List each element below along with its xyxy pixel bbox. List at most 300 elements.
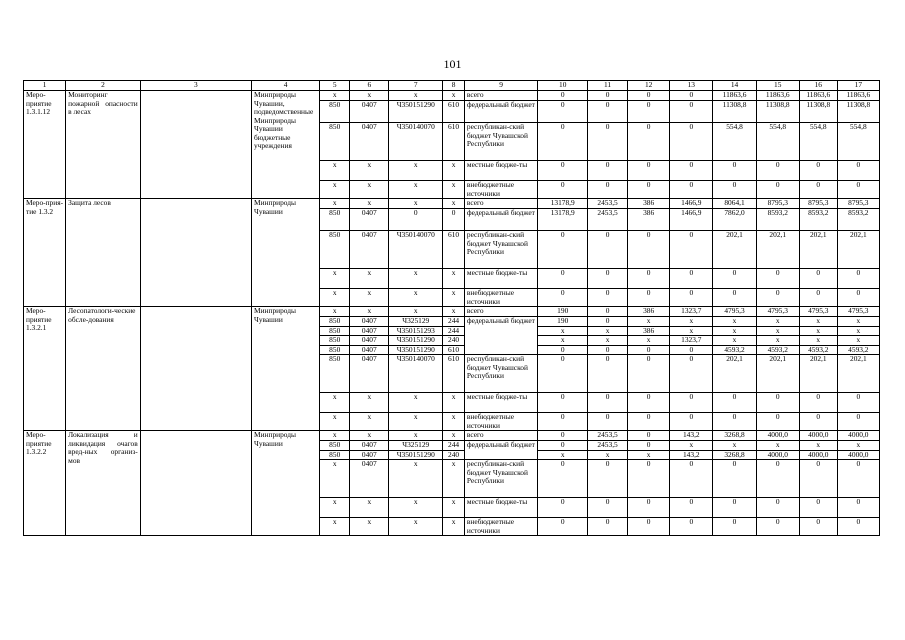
table-cell: 11308,8 xyxy=(837,101,879,123)
funding-source: местные бюдже-ты xyxy=(464,393,537,413)
table-cell: 202,1 xyxy=(713,231,756,269)
table-cell: x xyxy=(443,413,465,431)
table-cell: x xyxy=(756,336,799,346)
table-cell: 0 xyxy=(799,269,837,289)
table-cell: 11863,6 xyxy=(756,91,799,101)
table-cell: 8795,3 xyxy=(756,199,799,209)
section-col1: Меро-прия-тие 1.3.2 xyxy=(24,199,66,307)
table-cell: 0 xyxy=(713,269,756,289)
table-cell: 0 xyxy=(628,498,670,518)
table-cell: x xyxy=(350,413,389,431)
table-cell: 554,8 xyxy=(756,123,799,161)
table-cell: Ч325129 xyxy=(389,317,443,327)
table-cell: 0 xyxy=(628,355,670,393)
table-cell: 8064,1 xyxy=(713,199,756,209)
table-cell: x xyxy=(320,518,350,536)
table-cell: x xyxy=(350,518,389,536)
funding-source: республикан-ский бюджет Чувашской Республики xyxy=(464,355,537,393)
table-cell: x xyxy=(799,326,837,336)
table-cell: 4593,2 xyxy=(837,345,879,355)
funding-source: федеральный бюджет xyxy=(464,441,537,460)
table-cell: 1466,9 xyxy=(670,209,713,231)
table-cell: 0 xyxy=(756,289,799,307)
table-cell: x xyxy=(350,307,389,317)
funding-source: республикан-ский бюджет Чувашской Республики xyxy=(464,460,537,498)
table-cell: x xyxy=(320,498,350,518)
section-col1: Меро-приятие 1.3.2.2 xyxy=(24,431,66,536)
table-cell: 0 xyxy=(628,413,670,431)
column-header: 3 xyxy=(140,81,251,91)
table-cell: x xyxy=(588,326,628,336)
table-cell: x xyxy=(443,161,465,181)
column-header: 14 xyxy=(713,81,756,91)
table-cell: 0 xyxy=(588,91,628,101)
page-number: 101 xyxy=(443,57,462,71)
section-col2: Лесопатологи-ческие обсле-дования xyxy=(66,307,141,431)
table-cell: 554,8 xyxy=(799,123,837,161)
table-cell: 0407 xyxy=(350,209,389,231)
table-cell: x xyxy=(799,441,837,451)
table-cell: 850 xyxy=(320,317,350,327)
table-cell: x xyxy=(443,181,465,199)
table-cell: x xyxy=(350,181,389,199)
table-cell: 0 xyxy=(538,413,588,431)
table-cell: 850 xyxy=(320,441,350,451)
table-cell: 0 xyxy=(588,231,628,269)
table-cell: 8593,2 xyxy=(799,209,837,231)
table-row xyxy=(24,431,880,441)
table-cell: 11308,8 xyxy=(713,101,756,123)
table-cell: x xyxy=(350,161,389,181)
table-cell: x xyxy=(320,413,350,431)
table-cell: 554,8 xyxy=(713,123,756,161)
table-cell: x xyxy=(443,289,465,307)
table-cell: 240 xyxy=(443,450,465,460)
table-cell: 0 xyxy=(670,460,713,498)
column-header: 16 xyxy=(799,81,837,91)
table-cell: 0 xyxy=(538,269,588,289)
table-cell: 0 xyxy=(756,269,799,289)
table-cell: 2453,5 xyxy=(588,199,628,209)
table-cell: 7862,0 xyxy=(713,209,756,231)
table-cell: Ч350140070 xyxy=(389,355,443,393)
table-cell: 0 xyxy=(628,431,670,441)
funding-source: федеральный бюджет xyxy=(464,101,537,123)
table-cell: 0 xyxy=(799,413,837,431)
section-col4: Минприроды Чувашии, подведомственные Минприроды Чувашии бюджетные учреждения xyxy=(252,91,320,199)
table-cell: 0 xyxy=(538,181,588,199)
table-cell: x xyxy=(538,336,588,346)
table-cell: 0 xyxy=(588,289,628,307)
table-cell: x xyxy=(320,181,350,199)
funding-source: всего xyxy=(464,91,537,101)
table-cell: 0 xyxy=(837,393,879,413)
table-cell: 610 xyxy=(443,355,465,393)
funding-source: всего xyxy=(464,199,537,209)
table-cell: 0 xyxy=(588,413,628,431)
table-cell: 0 xyxy=(538,289,588,307)
table-cell: x xyxy=(320,289,350,307)
column-header: 11 xyxy=(588,81,628,91)
table-row xyxy=(24,199,880,209)
table-cell: 3268,8 xyxy=(713,450,756,460)
table-cell: 0 xyxy=(713,161,756,181)
table-cell: x xyxy=(628,317,670,327)
table-cell: 850 xyxy=(320,355,350,393)
table-cell: 4795,3 xyxy=(799,307,837,317)
table-cell: Ч350151290 xyxy=(389,345,443,355)
table-cell: 0 xyxy=(628,123,670,161)
table-cell: 0 xyxy=(538,231,588,269)
table-cell: 244 xyxy=(443,326,465,336)
table-cell: 0 xyxy=(588,123,628,161)
table-cell: x xyxy=(389,289,443,307)
table-cell: 0 xyxy=(538,393,588,413)
table-cell: x xyxy=(350,393,389,413)
table-cell: x xyxy=(389,518,443,536)
table-cell: 0 xyxy=(588,269,628,289)
table-cell: 4795,3 xyxy=(713,307,756,317)
table-cell: 850 xyxy=(320,209,350,231)
table-cell: 8795,3 xyxy=(837,199,879,209)
table-row xyxy=(24,307,880,317)
table-cell: x xyxy=(443,460,465,498)
table-cell: x xyxy=(389,269,443,289)
table-cell: x xyxy=(837,326,879,336)
section-col2: Защита лесов xyxy=(66,199,141,307)
table-cell: x xyxy=(713,326,756,336)
table-cell: 0 xyxy=(799,393,837,413)
table-cell: 13178,9 xyxy=(538,209,588,231)
table-cell: x xyxy=(389,181,443,199)
table-cell: 0 xyxy=(588,307,628,317)
table-cell: Ч350151290 xyxy=(389,450,443,460)
table-cell: 0 xyxy=(713,498,756,518)
table-cell: 386 xyxy=(628,326,670,336)
table-cell: 0 xyxy=(713,181,756,199)
table-cell: 0 xyxy=(538,460,588,498)
table-cell: 0 xyxy=(588,345,628,355)
section-col3 xyxy=(140,307,251,431)
table-cell: 0407 xyxy=(350,336,389,346)
column-header: 2 xyxy=(66,81,141,91)
table-cell: 850 xyxy=(320,231,350,269)
table-cell: 0407 xyxy=(350,317,389,327)
funding-source: всего xyxy=(464,307,537,317)
table-cell: 4000,0 xyxy=(799,450,837,460)
table-cell: x xyxy=(756,326,799,336)
table-cell: Ч325129 xyxy=(389,441,443,451)
table-cell: 0 xyxy=(538,101,588,123)
table-cell: x xyxy=(350,498,389,518)
table-cell: 0 xyxy=(538,498,588,518)
table-cell: 202,1 xyxy=(713,355,756,393)
section-col3 xyxy=(140,199,251,307)
table-cell: x xyxy=(320,91,350,101)
section-col2: Локализация и ликвидация очагов вред-ных организ-мов xyxy=(66,431,141,536)
table-cell: 0 xyxy=(756,498,799,518)
table-cell: 0 xyxy=(389,209,443,231)
table-cell: 0 xyxy=(799,498,837,518)
section-col1: Меро-приятие 1.3.1.12 xyxy=(24,91,66,199)
table-cell: x xyxy=(443,91,465,101)
table-cell: 0 xyxy=(628,91,670,101)
table-cell: 0 xyxy=(538,161,588,181)
table-cell: 143,2 xyxy=(670,450,713,460)
table-cell: x xyxy=(713,336,756,346)
table-cell: x xyxy=(350,431,389,441)
table-cell: x xyxy=(320,307,350,317)
table-cell: 0 xyxy=(837,518,879,536)
table-cell: 0 xyxy=(799,161,837,181)
table-cell: x xyxy=(799,317,837,327)
column-header: 5 xyxy=(320,81,350,91)
table-cell: 0407 xyxy=(350,101,389,123)
funding-source: внебюджетные источники xyxy=(464,413,537,431)
table-cell: 0 xyxy=(713,393,756,413)
table-cell: x xyxy=(443,307,465,317)
table-cell: 143,2 xyxy=(670,431,713,441)
section-col4: Минприроды Чувашии xyxy=(252,199,320,307)
table-cell: Ч350151290 xyxy=(389,336,443,346)
table-cell: 0 xyxy=(628,181,670,199)
column-header: 13 xyxy=(670,81,713,91)
funding-source: внебюджетные источники xyxy=(464,181,537,199)
table-cell: x xyxy=(350,269,389,289)
table-cell: 386 xyxy=(628,199,670,209)
table-cell: x xyxy=(756,317,799,327)
table-cell: 0 xyxy=(538,441,588,451)
table-cell: 0 xyxy=(670,91,713,101)
column-header: 17 xyxy=(837,81,879,91)
table-cell: x xyxy=(713,317,756,327)
table-cell: 0 xyxy=(670,181,713,199)
table-cell: x xyxy=(443,199,465,209)
funding-source: внебюджетные источники xyxy=(464,518,537,536)
table-cell: 386 xyxy=(628,307,670,317)
section-col1: Меро-приятие 1.3.2.1 xyxy=(24,307,66,431)
column-header: 12 xyxy=(628,81,670,91)
table-cell: 0 xyxy=(837,413,879,431)
table-cell: 0 xyxy=(538,91,588,101)
table-cell: 0 xyxy=(756,413,799,431)
table-cell: 0 xyxy=(588,355,628,393)
table-cell: 0 xyxy=(670,101,713,123)
table-cell: 610 xyxy=(443,101,465,123)
table-cell: 0 xyxy=(837,289,879,307)
table-cell: 850 xyxy=(320,123,350,161)
table-cell: Ч350151293 xyxy=(389,326,443,336)
table-cell: x xyxy=(389,161,443,181)
table-cell: 0 xyxy=(799,289,837,307)
section-col3 xyxy=(140,431,251,536)
table-cell: 0 xyxy=(588,460,628,498)
table-cell: x xyxy=(588,450,628,460)
table-cell: 11863,6 xyxy=(837,91,879,101)
table-cell: 0 xyxy=(799,460,837,498)
table-cell: 4795,3 xyxy=(756,307,799,317)
table-cell: 610 xyxy=(443,123,465,161)
table-cell: 0 xyxy=(713,518,756,536)
table-cell: x xyxy=(713,441,756,451)
table-cell: 0407 xyxy=(350,345,389,355)
table-cell: Ч350140070 xyxy=(389,123,443,161)
table-cell: 1466,9 xyxy=(670,199,713,209)
table-cell: 610 xyxy=(443,345,465,355)
table-cell: x xyxy=(389,413,443,431)
table-cell: 190 xyxy=(538,317,588,327)
table-cell: x xyxy=(443,393,465,413)
table-cell: 0 xyxy=(628,269,670,289)
table-cell: 0407 xyxy=(350,355,389,393)
table-cell: 0 xyxy=(628,101,670,123)
table-cell: x xyxy=(389,91,443,101)
table-cell: 0 xyxy=(670,269,713,289)
table-cell: x xyxy=(538,450,588,460)
table-cell: x xyxy=(389,460,443,498)
table-cell: x xyxy=(320,199,350,209)
table-cell: x xyxy=(350,199,389,209)
table-cell: 202,1 xyxy=(799,231,837,269)
funding-source: республикан-ский бюджет Чувашской Республики xyxy=(464,231,537,269)
table-cell: x xyxy=(389,307,443,317)
table-cell: 0 xyxy=(837,498,879,518)
section-col4: Минприроды Чувашии xyxy=(252,307,320,431)
table-cell: 0 xyxy=(588,393,628,413)
table-cell: 0407 xyxy=(350,441,389,451)
table-cell: 850 xyxy=(320,450,350,460)
column-header: 6 xyxy=(350,81,389,91)
table-cell: 554,8 xyxy=(837,123,879,161)
funding-source: федеральный бюджет xyxy=(464,209,537,231)
table-cell: 202,1 xyxy=(756,231,799,269)
table-cell: 1323,7 xyxy=(670,307,713,317)
table-cell: 850 xyxy=(320,345,350,355)
table-cell: 0 xyxy=(628,460,670,498)
table-cell: 0 xyxy=(588,181,628,199)
table-cell: x xyxy=(538,326,588,336)
table-cell: 850 xyxy=(320,326,350,336)
funding-source: федеральный бюджет xyxy=(464,317,537,355)
funding-source: местные бюдже-ты xyxy=(464,161,537,181)
table-cell: 0 xyxy=(799,518,837,536)
table-cell: 0 xyxy=(538,518,588,536)
table-cell: 0 xyxy=(713,289,756,307)
table-cell: 0 xyxy=(588,101,628,123)
column-header: 9 xyxy=(464,81,537,91)
table-cell: 1323,7 xyxy=(670,336,713,346)
table-cell: 0 xyxy=(713,460,756,498)
table-cell: Ч350151290 xyxy=(389,101,443,123)
funding-source: внебюджетные источники xyxy=(464,289,537,307)
section-col2: Мониторинг пожарной опасности в лесах xyxy=(66,91,141,199)
table-cell: 0 xyxy=(670,289,713,307)
funding-source: местные бюдже-ты xyxy=(464,269,537,289)
table-cell: 0 xyxy=(837,460,879,498)
table-cell: 0 xyxy=(538,355,588,393)
table-cell: x xyxy=(389,431,443,441)
table-cell: 0 xyxy=(628,441,670,451)
table-cell: x xyxy=(837,317,879,327)
table-cell: 4795,3 xyxy=(837,307,879,317)
table-cell: 850 xyxy=(320,336,350,346)
table-cell: 0 xyxy=(628,161,670,181)
table-cell: 0 xyxy=(443,209,465,231)
table-cell: 0 xyxy=(588,317,628,327)
table-cell: 11863,6 xyxy=(713,91,756,101)
table-cell: x xyxy=(320,460,350,498)
table-cell: 0 xyxy=(756,161,799,181)
table-cell: 4000,0 xyxy=(837,450,879,460)
table-cell: 190 xyxy=(538,307,588,317)
section-col3 xyxy=(140,91,251,199)
table-cell: x xyxy=(389,199,443,209)
table-cell: 0 xyxy=(538,431,588,441)
table-cell: 8593,2 xyxy=(837,209,879,231)
table-cell: 0 xyxy=(670,123,713,161)
table-cell: 0 xyxy=(670,345,713,355)
table-cell: 4593,2 xyxy=(713,345,756,355)
table-cell: 2453,5 xyxy=(588,441,628,451)
table-cell: x xyxy=(443,498,465,518)
table-cell: 0407 xyxy=(350,123,389,161)
table-cell: 0 xyxy=(628,289,670,307)
table-cell: 0 xyxy=(628,393,670,413)
table-cell: x xyxy=(837,336,879,346)
table-cell: x xyxy=(670,326,713,336)
table-cell: 4000,0 xyxy=(837,431,879,441)
column-header: 4 xyxy=(252,81,320,91)
funding-source: всего xyxy=(464,431,537,441)
funding-source: местные бюдже-ты xyxy=(464,498,537,518)
section-col4: Минприроды Чувашии xyxy=(252,431,320,536)
table-cell: x xyxy=(320,393,350,413)
table-cell: 4593,2 xyxy=(756,345,799,355)
table-cell: x xyxy=(389,393,443,413)
table-cell: 0 xyxy=(628,345,670,355)
table-cell: 3268,8 xyxy=(713,431,756,441)
table-cell: 0 xyxy=(670,413,713,431)
table-cell: 8593,2 xyxy=(756,209,799,231)
table-cell: 13178,9 xyxy=(538,199,588,209)
table-cell: x xyxy=(588,336,628,346)
column-header: 15 xyxy=(756,81,799,91)
table-cell: 0 xyxy=(628,231,670,269)
table-cell: 202,1 xyxy=(799,355,837,393)
table-row xyxy=(24,91,880,101)
table-cell: 0407 xyxy=(350,326,389,336)
table-cell: x xyxy=(320,431,350,441)
table-cell: 0 xyxy=(837,181,879,199)
table-cell: 202,1 xyxy=(837,231,879,269)
table-cell: x xyxy=(628,336,670,346)
table-cell: 0 xyxy=(670,393,713,413)
table-cell: 202,1 xyxy=(756,355,799,393)
table-cell: Ч350140070 xyxy=(389,231,443,269)
table-cell: 0 xyxy=(670,231,713,269)
table-cell: x xyxy=(756,441,799,451)
table-cell: x xyxy=(350,289,389,307)
table-cell: 850 xyxy=(320,101,350,123)
table-cell: 0 xyxy=(713,413,756,431)
table-cell: 0 xyxy=(756,518,799,536)
table-cell: 0 xyxy=(756,181,799,199)
table-cell: 11863,6 xyxy=(799,91,837,101)
table-cell: 4000,0 xyxy=(799,431,837,441)
table-cell: 4593,2 xyxy=(799,345,837,355)
header-row xyxy=(24,81,880,91)
table-cell: 244 xyxy=(443,441,465,451)
